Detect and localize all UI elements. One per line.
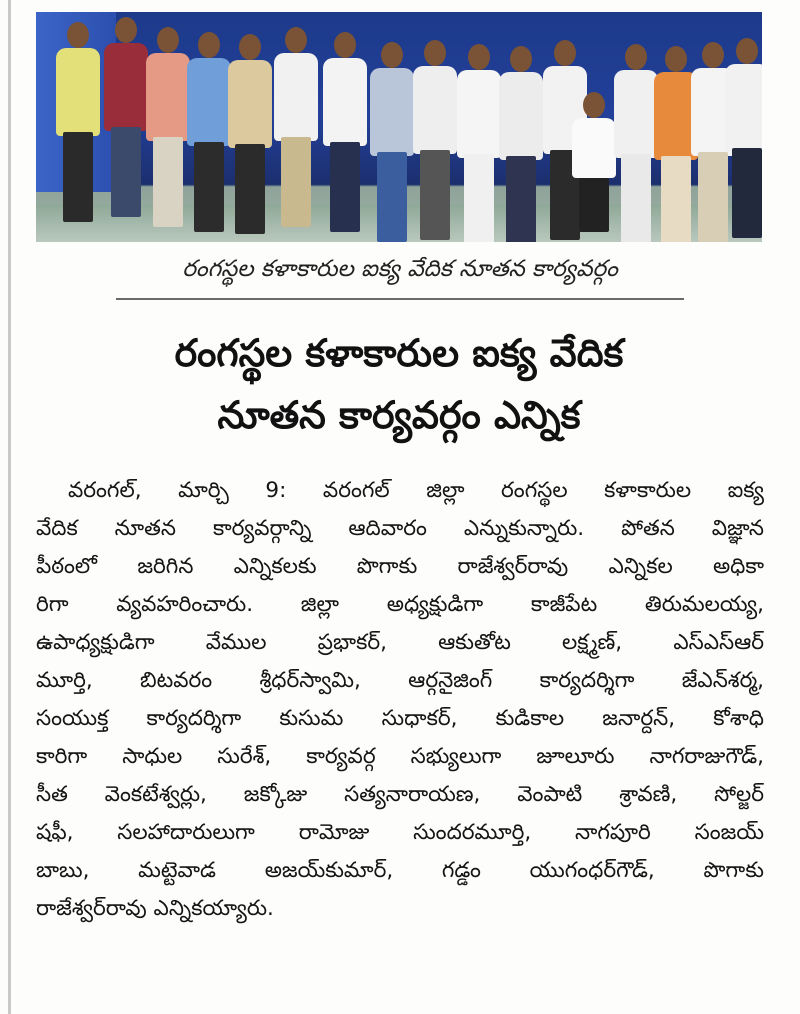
body-line: రాజేశ్వర్‌రావు ఎన్నికయ్యారు.: [36, 896, 274, 921]
body-line: పీఠంలో జరిగిన ఎన్నికలకు పొగాకు రాజేశ్వర్‌రావు ఎన్నికల అధికా: [36, 554, 764, 579]
headline-line-1: రంగస్థల కళాకారుల ఐక్య వేదిక: [174, 331, 624, 375]
column-divider: [8, 0, 11, 1014]
body-line: మూర్తి, బిటవరం శ్రీధర్‌స్వామి, ఆర్గనైజింగ్ కార్యదర్శిగా జేఎన్‌శర్మ,: [36, 668, 764, 693]
body-line: షఫీ, సలహాదారులుగా రామోజు సుందరమూర్తి, నాగపూరి సంజయ్: [36, 820, 764, 845]
group-photo: [36, 12, 762, 242]
body-line: వరంగల్, మార్చి 9: వరంగల్ జిల్లా రంగస్థల కళాకారుల ఐక్య: [68, 478, 764, 503]
body-line: ఉపాధ్యక్షుడిగా వేముల ప్రభాకర్, ఆకుతోట లక్ష్మణ్, ఎస్ఎస్ఆర్: [36, 630, 764, 655]
body-line: రిగా వ్యవహరించారు. జిల్లా అధ్యక్షుడిగా కాజీపేట తిరుమలయ్య,: [36, 592, 764, 617]
body-line: వేదిక నూతన కార్యవర్గాన్ని ఆదివారం ఎన్నుకున్నారు. పోతన విజ్ఞాన: [36, 516, 764, 541]
caption-underline: [116, 298, 684, 300]
body-line: బాబు, మట్టెవాడ అజయ్‌కుమార్, గడ్డం యుగంధర్‌గౌడ్, పొగాకు: [36, 858, 764, 883]
body-line: కారిగా సాధుల సురేశ్, కార్యవర్గ సభ్యులుగా జూలూరు నాగరాజుగౌడ్,: [36, 744, 764, 769]
body-line: సీత వెంకటేశ్వర్లు, జక్కోజు సత్యనారాయణ, వెంపాటి శ్రావణి, సోల్జర్: [36, 782, 764, 807]
body-line: సంయుక్త కార్యదర్శిగా కుసుమ సుధాకర్, కుడికాల జనార్దన్, కోశాధి: [36, 706, 764, 731]
photo-caption: రంగస్థల కళాకారుల ఐక్య వేదిక నూతన కార్యవర్గం: [182, 256, 618, 282]
headline: [36, 322, 762, 446]
headline-line-2: నూతన కార్యవర్గం ఎన్నిక: [217, 393, 581, 437]
article-body: [36, 472, 764, 928]
